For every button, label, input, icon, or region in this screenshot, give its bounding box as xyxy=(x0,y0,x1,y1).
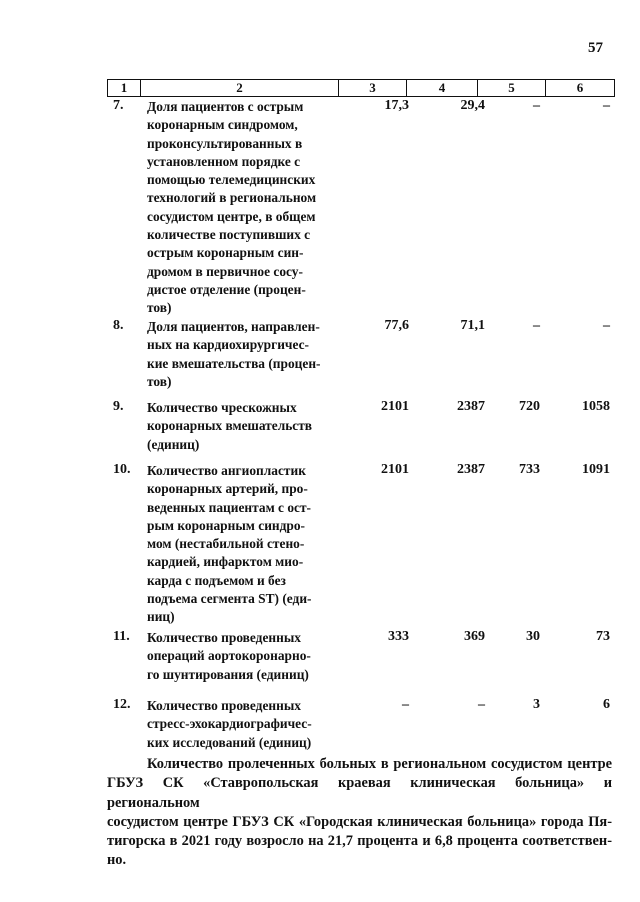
value-col-5: – xyxy=(533,98,540,113)
table-header-row xyxy=(107,79,615,97)
value-col-6: – xyxy=(603,318,610,333)
value-col-4: 71,1 xyxy=(460,318,485,333)
header-cell-6: 6 xyxy=(576,80,584,95)
value-col-3: 333 xyxy=(388,629,409,644)
value-col-6: 1091 xyxy=(582,462,610,477)
value-col-4: 29,4 xyxy=(460,98,485,113)
value-col-4: – xyxy=(478,697,485,712)
value-col-3: 77,6 xyxy=(384,318,409,333)
value-col-3: 2101 xyxy=(381,399,409,414)
value-col-5: 3 xyxy=(533,697,540,712)
row-indicator-text: Количество ангиопластик коронарных артерий, про- веденных пациентам с ост- рым коронарным синдро- мом (нестабильной стено- кардией, инфарктом мио- карда с подъемом и без подъема сегмента ST) (еди- ниц) xyxy=(147,463,312,625)
row-indicator-text: Количество чрескожных коронарных вмешательств (единиц) xyxy=(147,400,313,452)
value-col-6: 73 xyxy=(596,629,610,644)
value-col-4: 2387 xyxy=(457,462,485,477)
value-col-6: – xyxy=(603,98,610,113)
row-number: 12. xyxy=(113,697,131,712)
value-col-4: 369 xyxy=(464,629,485,644)
value-col-6: 6 xyxy=(603,697,610,712)
value-col-3: – xyxy=(402,697,409,712)
row-indicator-text: Количество проведенных стресс-эхокардиографичес- ких исследований (единиц) xyxy=(147,698,312,750)
row-number: 10. xyxy=(113,462,131,477)
value-col-4: 2387 xyxy=(457,399,485,414)
header-cell-3: 3 xyxy=(339,80,407,96)
value-col-3: 17,3 xyxy=(384,98,409,113)
row-number: 7. xyxy=(113,98,124,113)
page-number: 57 xyxy=(588,40,603,56)
body-paragraph: Количество пролеченных больных в региональном сосудистом центре ГБУЗ СК «Ставропольская краевая клиническая больница» и региональном сосудистом центре ГБУЗ СК «Городская клиническая больница» города Пя- тигорска в 2021 году возросло на 21,7 процента и 6,8 процента соответствен- но. xyxy=(107,756,612,869)
value-col-5: 30 xyxy=(526,629,540,644)
header-cell-5: 5 xyxy=(478,80,546,96)
value-col-5: – xyxy=(533,318,540,333)
row-number: 11. xyxy=(113,629,130,644)
row-indicator-text: Количество проведенных операций аортокоронарно- го шунтирования (единиц) xyxy=(147,630,311,682)
value-col-5: 720 xyxy=(519,399,540,414)
row-indicator-text: Доля пациентов с острым коронарным синдромом, проконсультированных в установленном порядке с помощью телемедицинских технологий в региональном сосудистом центре, в общем количестве поступивших с острым коронарным син- дромом в первичное сосу- дистое отделение (процен- тов) xyxy=(147,99,317,316)
row-number: 8. xyxy=(113,318,124,333)
header-cell-1: 1 xyxy=(108,80,141,96)
row-indicator-text: Доля пациентов, направлен- ных на кардиохирургичес- кие вмешательства (процен- тов) xyxy=(147,319,321,389)
header-cell-2: 2 xyxy=(141,80,339,96)
header-cell-4: 4 xyxy=(407,80,478,96)
value-col-3: 2101 xyxy=(381,462,409,477)
value-col-5: 733 xyxy=(519,462,540,477)
row-number: 9. xyxy=(113,399,124,414)
value-col-6: 1058 xyxy=(582,399,610,414)
